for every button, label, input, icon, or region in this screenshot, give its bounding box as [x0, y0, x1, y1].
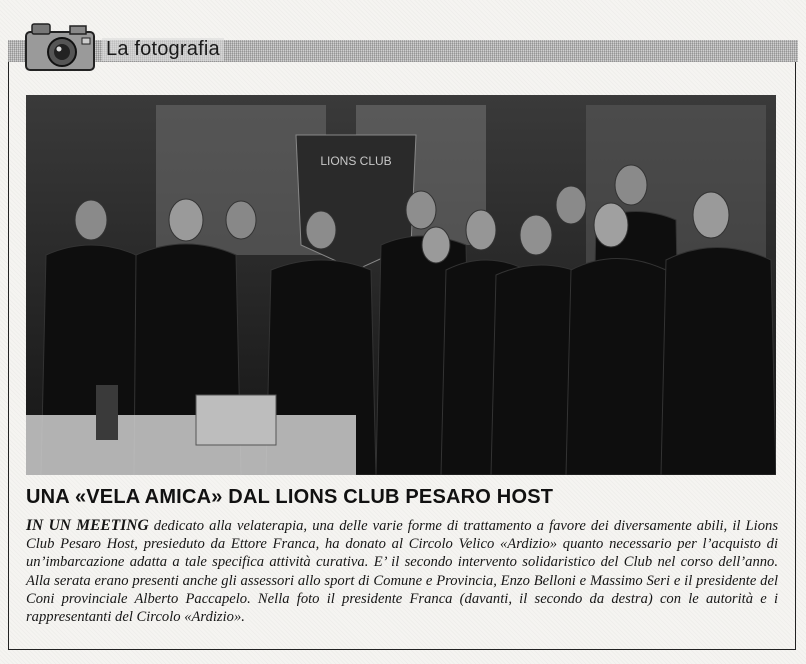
article-lead: IN UN MEETING	[26, 517, 149, 534]
banner-text: LIONS CLUB	[320, 154, 392, 168]
article-headline: UNA «VELA AMICA» DAL LIONS CLUB PESARO HOST	[26, 486, 554, 508]
article-body	[26, 517, 778, 626]
section-title: La fotografia	[102, 38, 224, 61]
group-photo	[26, 95, 776, 475]
article-body-text: dedicato alla velaterapia, una delle varie forme di trattamento a favore dei diversamente abili, il Lions Club Pesaro Host, presieduto da Ettore Franca, ha donato al Circolo Velico «Ardizio» quanto necessario per l’acquisto di un’imbarcazione adatta a tale specifica attività curativa. E’ il secondo intervento solidaristico del Club nel corso dell’anno. Alla serata erano presenti anche gli assessori allo sport di Comune e Provincia, Enzo Belloni e Massimo Seri e il presidente del Coni provinciale Alberto Paccapelo. Nella foto il presidente Franca (davanti, il secondo da destra) con le autorità e i rappresentanti del Circolo «Ardizio».	[26, 518, 778, 626]
